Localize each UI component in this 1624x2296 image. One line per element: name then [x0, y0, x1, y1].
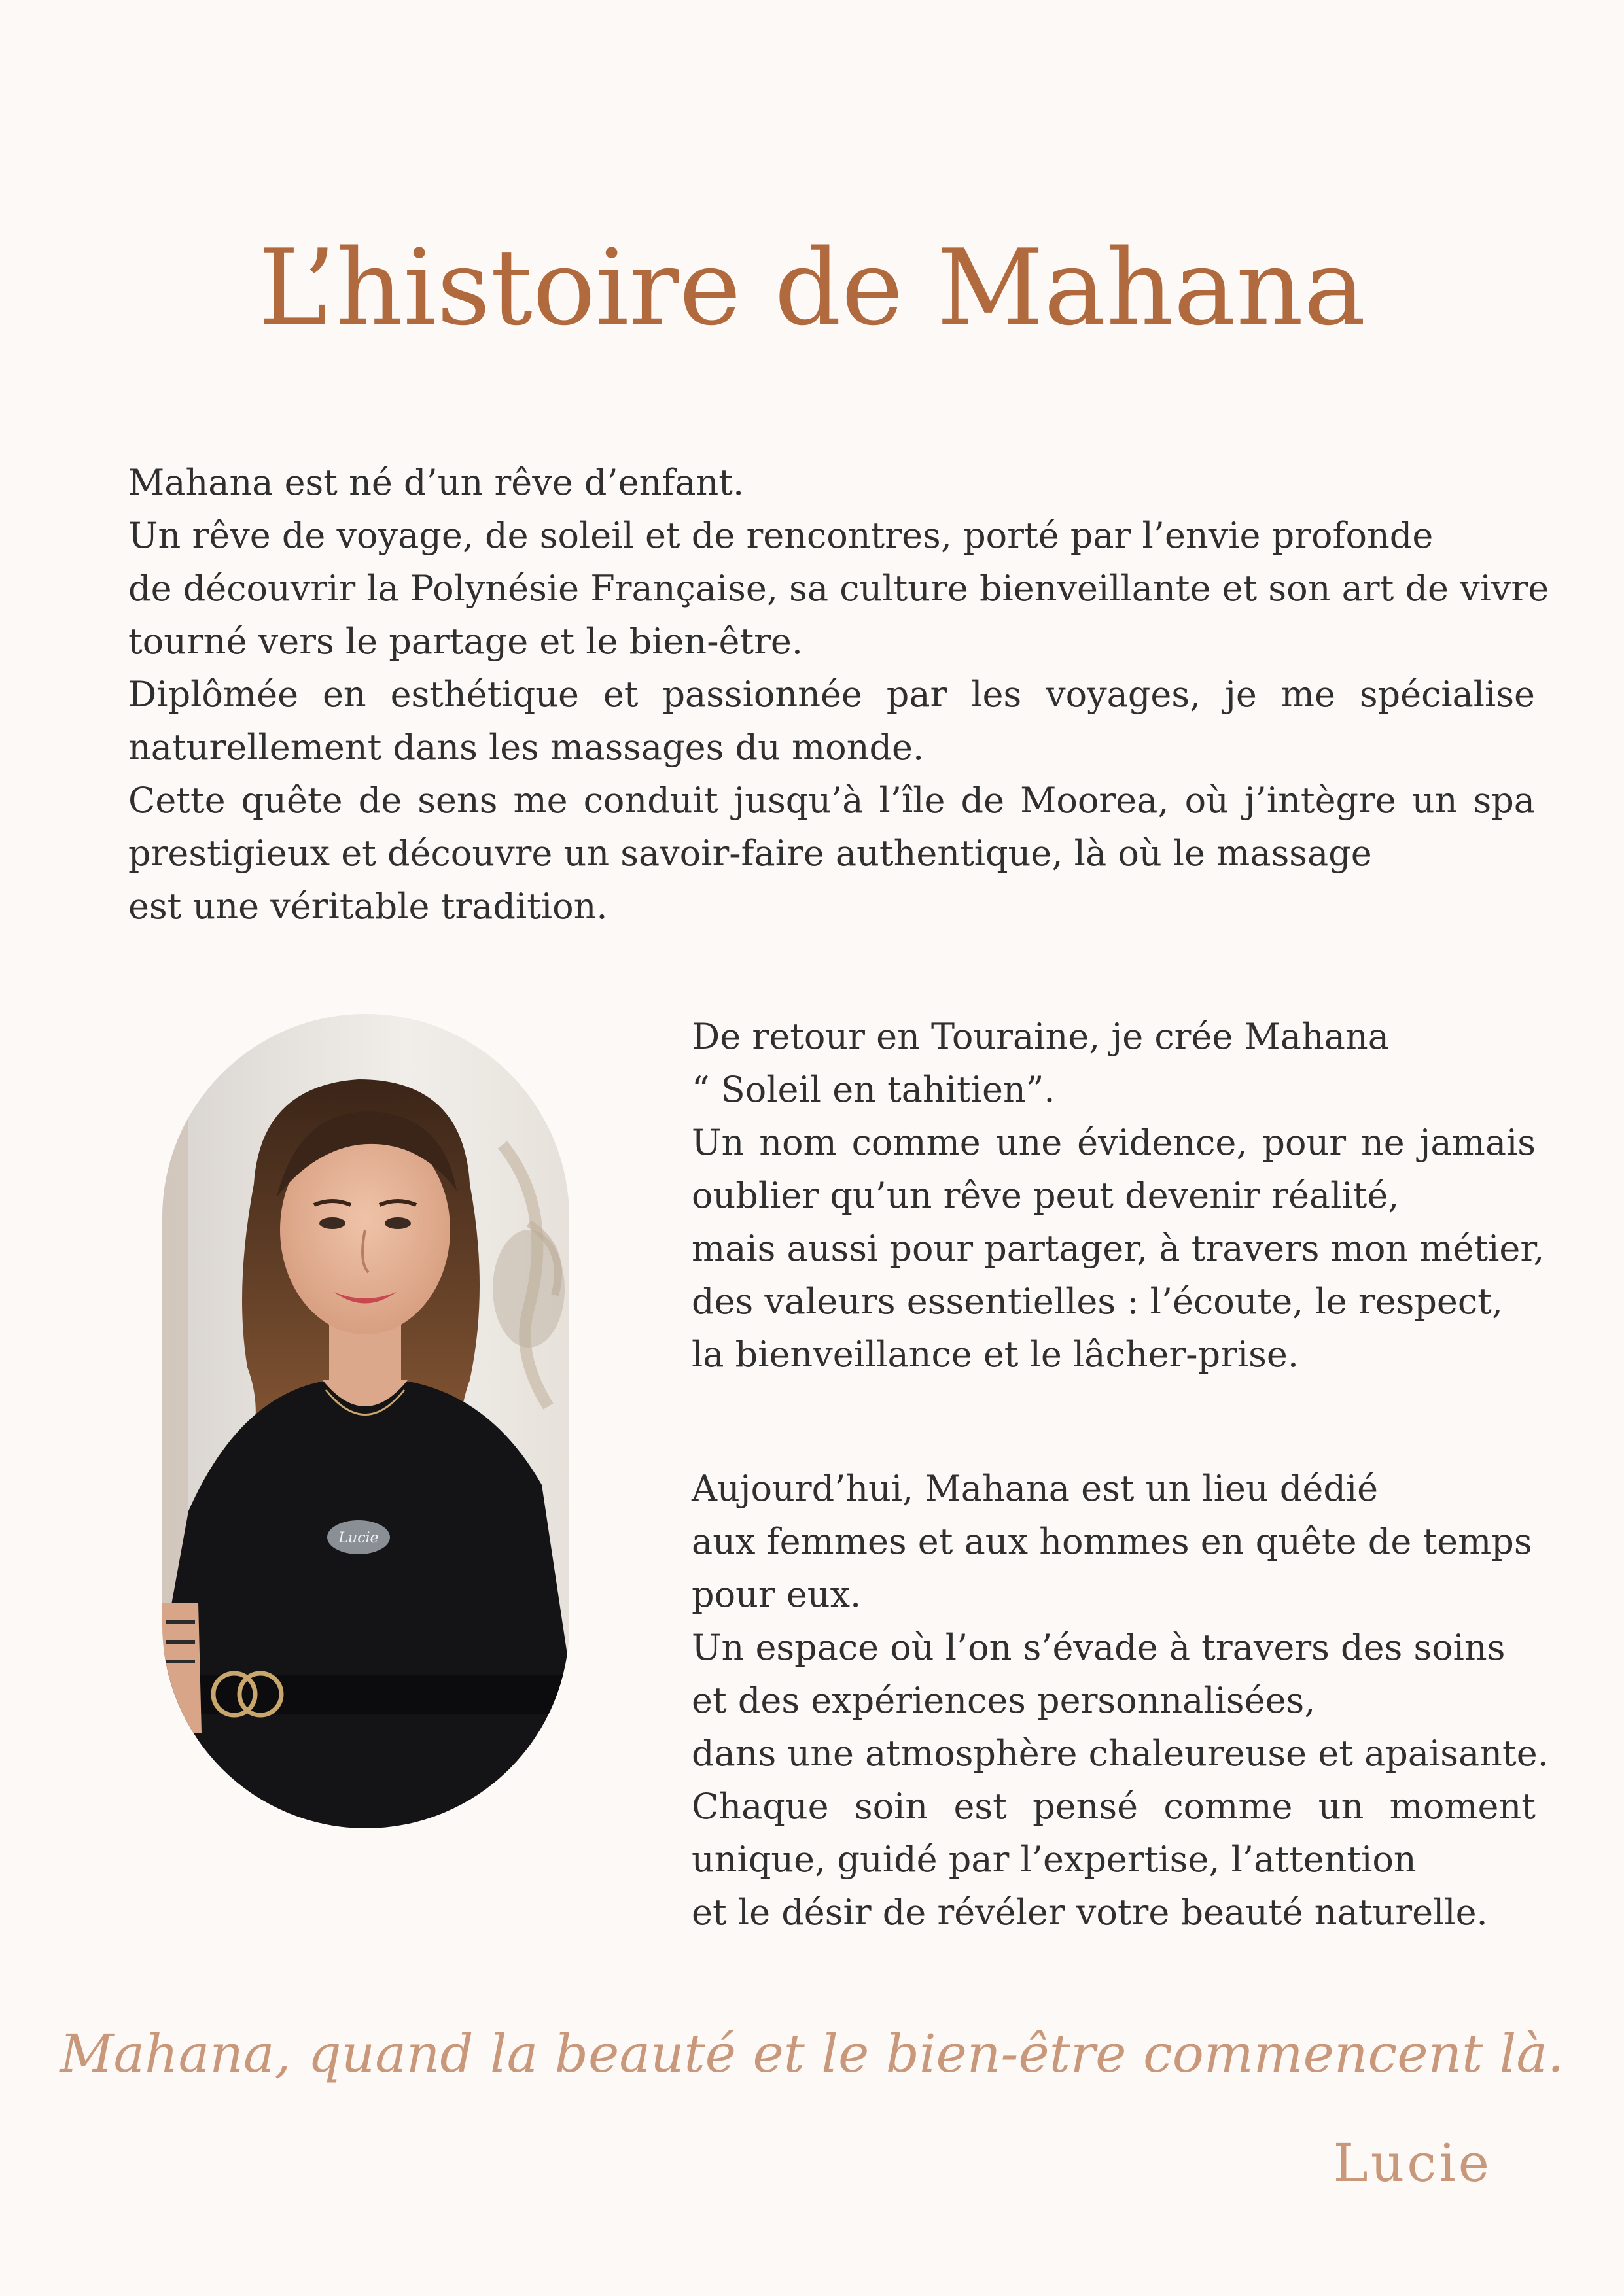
intro-paragraph: [128, 456, 1549, 933]
intro-line: naturellement dans les massages du monde.: [128, 727, 925, 768]
founding-line: la bienveillance et le lâcher-prise.: [692, 1334, 1299, 1375]
intro-line: de découvrir la Polynésie Française, sa culture bienveillante et son art de vivre: [128, 568, 1549, 609]
founding-line: oublier qu’un rêve peut devenir réalité,: [692, 1175, 1400, 1216]
founding-paragraph: [692, 1010, 1545, 1381]
intro-line: Mahana est né d’un rêve d’enfant.: [128, 462, 745, 503]
founding-line: mais aussi pour partager, à travers mon métier,: [692, 1228, 1545, 1269]
today-line: pour eux.: [692, 1574, 862, 1615]
today-line: Chaque soin est pensé comme un moment: [692, 1786, 1536, 1827]
founding-line: De retour en Touraine, je crée Mahana: [692, 1016, 1389, 1057]
portrait-photo: [162, 1014, 569, 1828]
signature: Lucie: [1333, 2132, 1492, 2193]
founding-line: des valeurs essentielles : l’écoute, le respect,: [692, 1281, 1503, 1322]
today-line: unique, guidé par l’expertise, l’attention: [692, 1839, 1417, 1880]
today-paragraph: [692, 1462, 1549, 1939]
intro-line: Cette quête de sens me conduit jusqu’à l’île de Moorea, où j’intègre un spa: [128, 780, 1535, 821]
intro-line: Un rêve de voyage, de soleil et de rencontres, porté par l’envie profonde: [128, 515, 1434, 556]
today-line: Aujourd’hui, Mahana est un lieu dédié: [692, 1468, 1379, 1509]
portrait-illustration: [162, 1014, 569, 1828]
today-line: et le désir de révéler votre beauté naturelle.: [692, 1892, 1488, 1933]
founding-line: Un nom comme une évidence, pour ne jamais: [692, 1122, 1536, 1163]
today-line: aux femmes et aux hommes en quête de temps: [692, 1521, 1532, 1562]
intro-line: est une véritable tradition.: [128, 886, 608, 927]
today-line: et des expériences personnalisées,: [692, 1680, 1316, 1721]
intro-line: tourné vers le partage et le bien-être.: [128, 621, 803, 662]
intro-line: prestigieux et découvre un savoir-faire authentique, là où le massage: [128, 833, 1372, 874]
intro-line: Diplômée en esthétique et passionnée par les voyages, je me spécialise: [128, 674, 1535, 715]
badge-text: Lucie: [338, 1530, 379, 1546]
tagline: Mahana, quand la beauté et le bien-être commencent là.: [60, 2023, 1564, 2084]
today-line: Un espace où l’on s’évade à travers des soins: [692, 1627, 1506, 1668]
founding-line: “ Soleil en tahitien”.: [692, 1069, 1055, 1110]
page-title: L’histoire de Mahana: [258, 226, 1366, 349]
today-line: dans une atmosphère chaleureuse et apaisante.: [692, 1733, 1549, 1774]
